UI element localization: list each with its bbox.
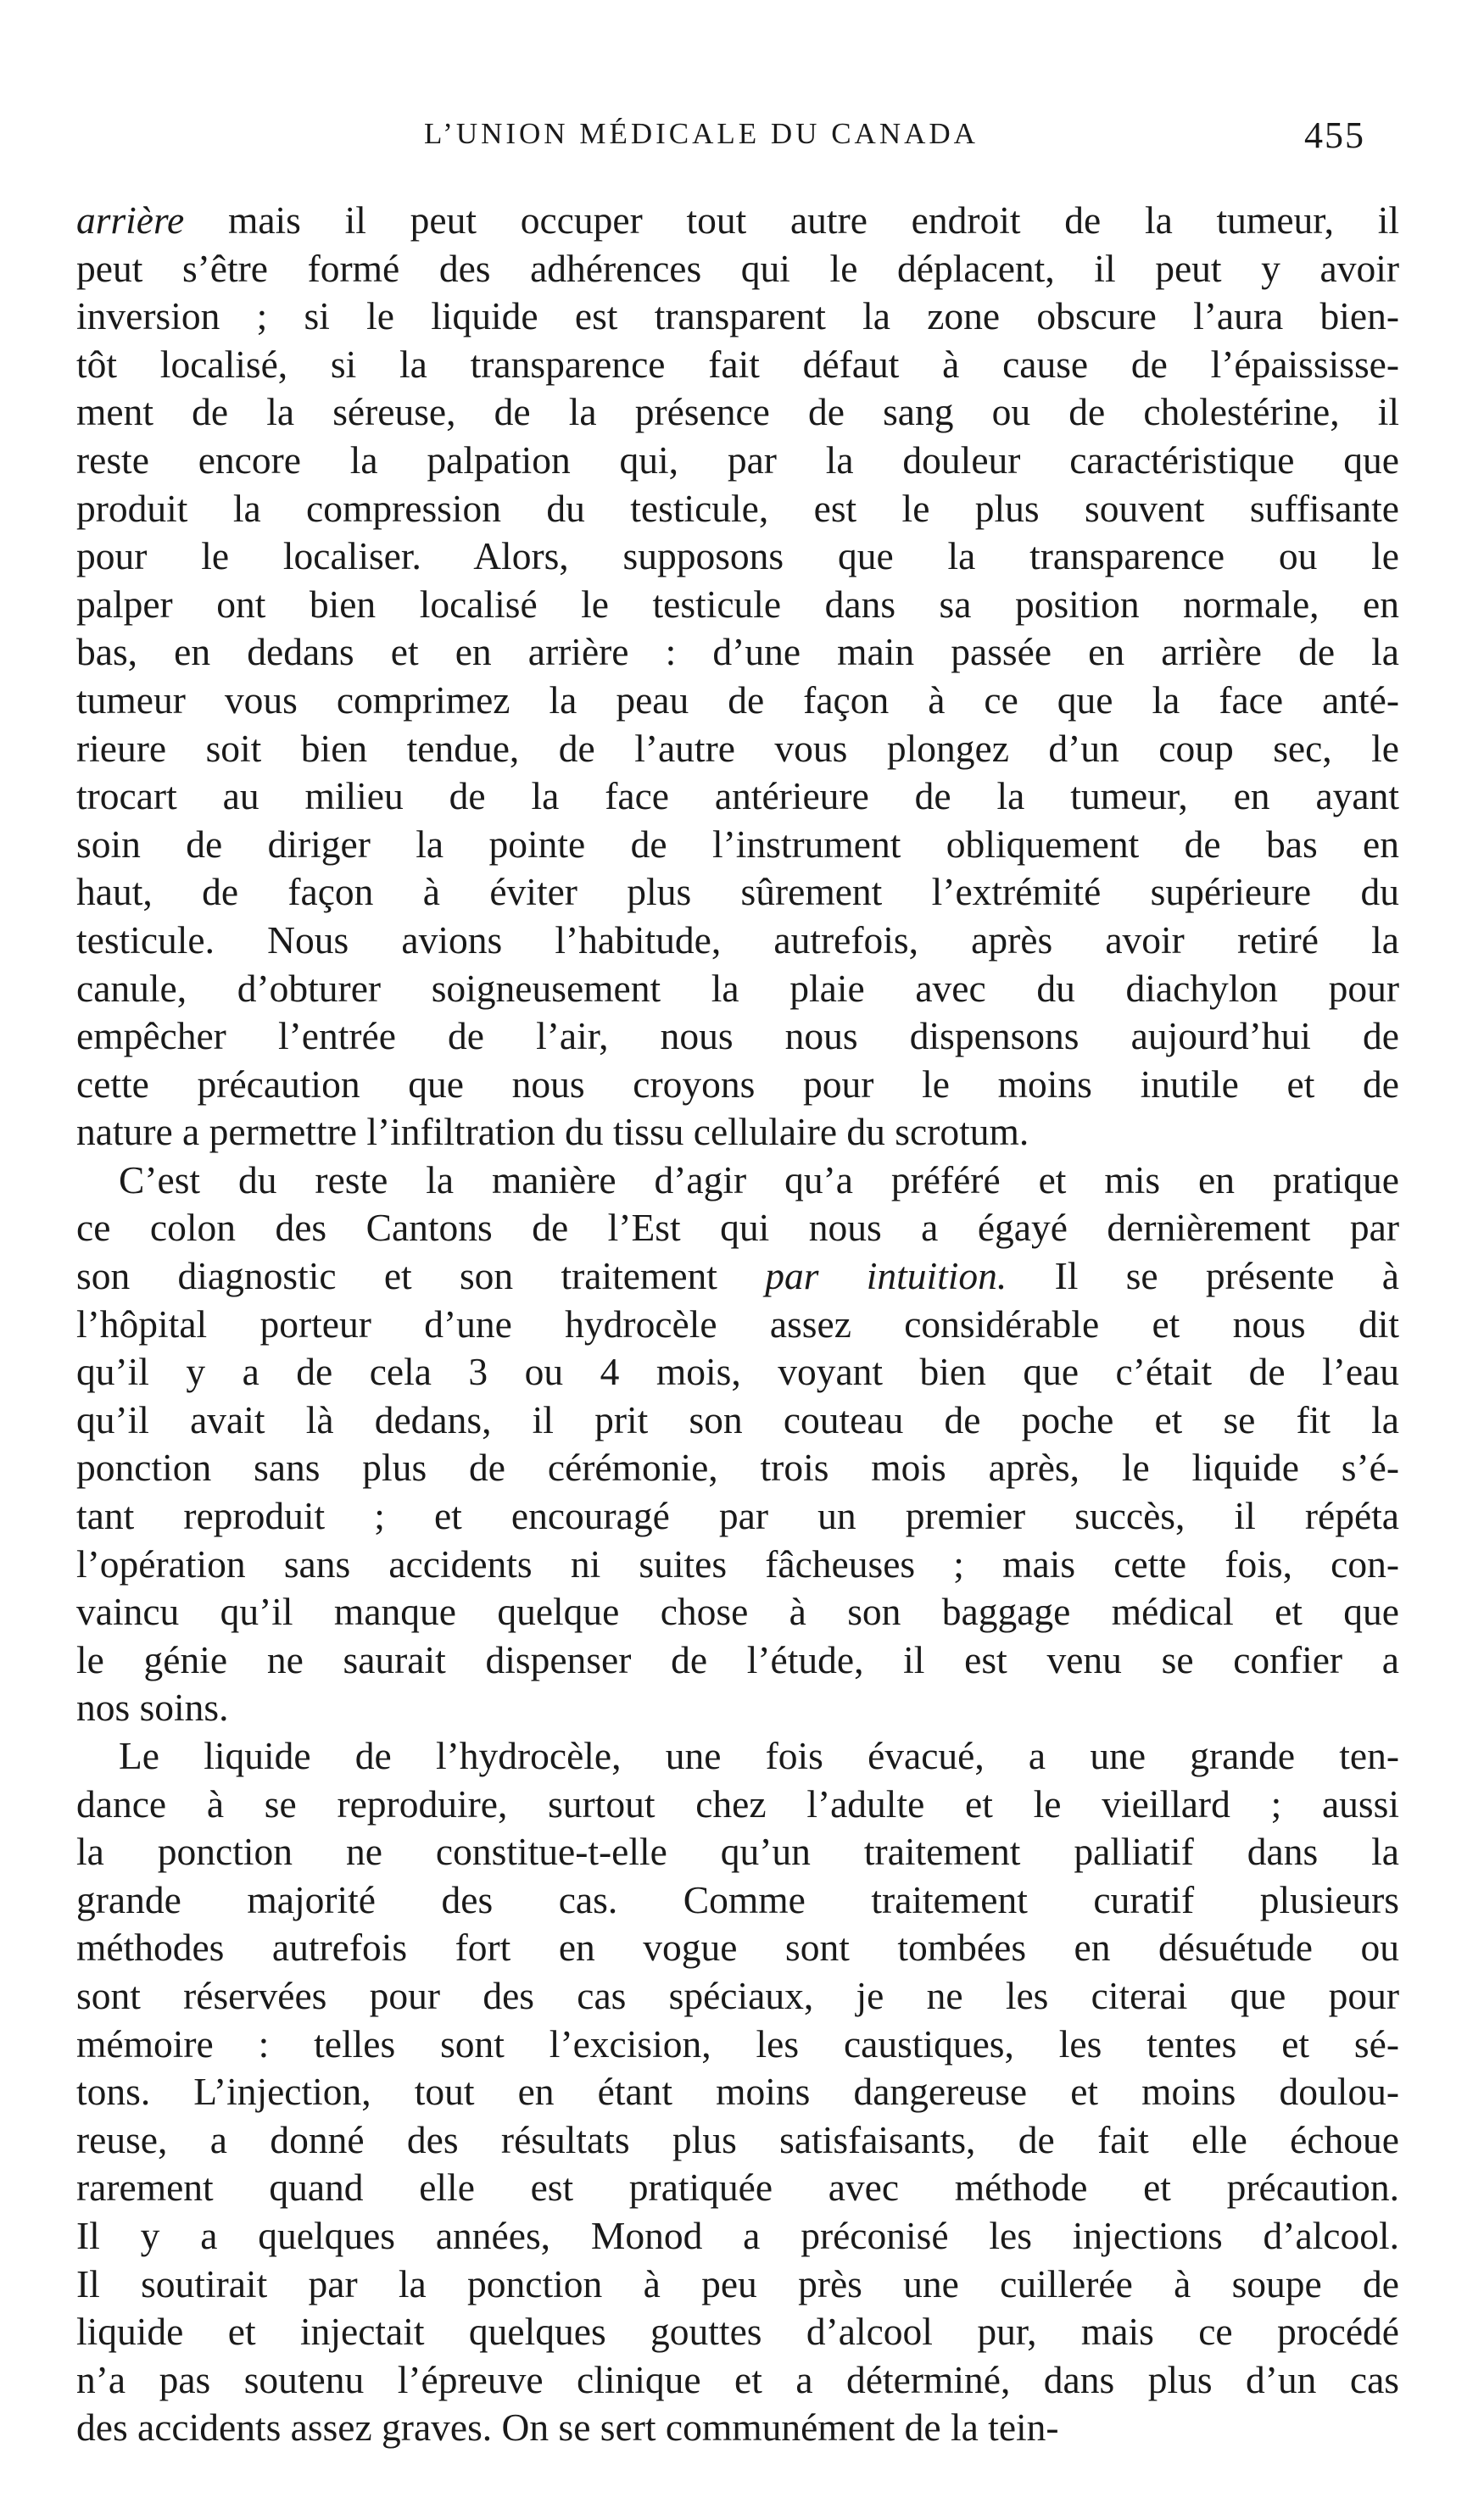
- text-run: reste encore la palpation qui, par la douleur caractéristique que: [76, 438, 1399, 482]
- text-line: [76, 437, 1399, 485]
- text-line: [76, 628, 1399, 677]
- text-run: liquide et injectait quelques gouttes d’alcool pur, mais ce procédé: [76, 2310, 1399, 2354]
- text-run: peut s’être formé des adhérences qui le déplacent, il peut y avoir: [76, 246, 1399, 290]
- paragraph: [76, 1732, 1399, 2452]
- text-run: le génie ne saurait dispenser de l’étude, il est venu se confier a: [76, 1637, 1399, 1681]
- text-run: canule, d’obturer soigneusement la plaie avec du diachylon pour: [76, 966, 1399, 1010]
- text-run: qu’il avait là dedans, il prit son couteau de poche et se fit la: [76, 1397, 1399, 1441]
- text-line: [76, 1732, 1399, 1781]
- text-line: [76, 965, 1399, 1013]
- text-line: [76, 1108, 1399, 1157]
- italic-run: arrière: [76, 198, 185, 242]
- text-line: [76, 1972, 1399, 2021]
- text-run: tôt localisé, si la transparence fait défaut à cause de l’épaississe-: [76, 342, 1399, 386]
- text-line: [76, 1588, 1399, 1636]
- text-line: [76, 917, 1399, 965]
- text-line: [76, 821, 1399, 869]
- text-run: grande majorité des cas. Comme traitement curatif plusieurs: [76, 1877, 1399, 1921]
- text-line: [76, 1204, 1399, 1252]
- text-line: [76, 1444, 1399, 1492]
- text-line: [76, 341, 1399, 389]
- text-run: vaincu qu’il manque quelque chose à son baggage médical et que: [76, 1590, 1399, 1634]
- page-number: 455: [1304, 114, 1365, 156]
- paragraph: [76, 1157, 1399, 1732]
- text-run: inversion ; si le liquide est transparent la zone obscure l’aura bien-: [76, 294, 1399, 338]
- text-run: tons. L’injection, tout en étant moins dangereuse et moins doulou-: [76, 2070, 1399, 2114]
- text-line: [76, 581, 1399, 629]
- text-run: ment de la séreuse, de la présence de sang ou de cholestérine, il: [76, 390, 1399, 434]
- text-line: [76, 1781, 1399, 1829]
- text-line: [76, 1012, 1399, 1061]
- text-line: [76, 2356, 1399, 2405]
- text-run: nature a permettre l’infiltration du tissu cellulaire du scrotum.: [76, 1110, 1029, 1154]
- paragraph: [76, 197, 1399, 1157]
- text-line: [76, 2261, 1399, 2309]
- text-run: reuse, a donné des résultats plus satisfaisants, de fait elle échoue: [76, 2117, 1399, 2161]
- text-run: la ponction ne constitue-t-elle qu’un traitement palliatif dans la: [76, 1830, 1399, 1874]
- text-line: [76, 532, 1399, 581]
- text-run: soin de diriger la pointe de l’instrument obliquement de bas en: [76, 822, 1399, 866]
- text-run: l’opération sans accidents ni suites fâcheuses ; mais cette fois, con-: [76, 1542, 1399, 1586]
- text-run: haut, de façon à éviter plus sûrement l’extrémité supérieure du: [76, 870, 1399, 914]
- text-line: [76, 388, 1399, 437]
- text-run: pour le localiser. Alors, supposons que la transparence ou le: [76, 534, 1399, 578]
- text-run: nos soins.: [76, 1686, 229, 1730]
- journal-title: L’UNION MÉDICALE DU CANADA: [424, 117, 979, 150]
- text-line: [76, 868, 1399, 917]
- text-line: [76, 1348, 1399, 1397]
- text-run: dance à se reproduire, surtout chez l’adulte et le vieillard ; aussi: [76, 1781, 1399, 1826]
- text-line: [76, 1301, 1399, 1349]
- text-line: [76, 2068, 1399, 2116]
- text-line: [76, 1397, 1399, 1445]
- text-line: [76, 2308, 1399, 2356]
- text-run: méthodes autrefois fort en vogue sont tombées en désuétude ou: [76, 1926, 1399, 1970]
- text-run: empêcher l’entrée de l’air, nous nous dispensons aujourd’hui de: [76, 1014, 1399, 1058]
- italic-run: par intuition.: [765, 1254, 1007, 1298]
- text-run: mémoire : telles sont l’excision, les caustiques, les tentes et sé-: [76, 2021, 1399, 2066]
- text-run: Il se présente à: [1007, 1254, 1399, 1298]
- text-run: tumeur vous comprimez la peau de façon à ce que la face anté-: [76, 677, 1399, 722]
- text-line: [76, 2212, 1399, 2261]
- text-line: [76, 2404, 1399, 2452]
- text-run: qu’il y a de cela 3 ou 4 mois, voyant bien que c’était de l’eau: [76, 1350, 1399, 1394]
- text-run: cette précaution que nous croyons pour le moins inutile et de: [76, 1062, 1399, 1106]
- text-line: [76, 677, 1399, 725]
- text-run: testicule. Nous avions l’habitude, autrefois, après avoir retiré la: [76, 917, 1399, 962]
- text-run: Il soutirait par la ponction à peu près une cuillerée à soupe de: [76, 2261, 1399, 2305]
- text-run: Il y a quelques années, Monod a préconisé les injections d’alcool.: [76, 2213, 1399, 2257]
- text-run: ce colon des Cantons de l’Est qui nous a égayé dernièrement par: [76, 1206, 1399, 1250]
- text-line: [76, 1684, 1399, 1732]
- text-line: [76, 1541, 1399, 1589]
- text-line: [76, 1252, 1399, 1301]
- text-run: C’est du reste la manière d’agir qu’a préféré et mis en pratique: [119, 1157, 1399, 1201]
- text-line: [76, 485, 1399, 533]
- text-run: ponction sans plus de cérémonie, trois mois après, le liquide s’é-: [76, 1446, 1399, 1490]
- text-run: mais il peut occuper tout autre endroit de la tumeur, il: [184, 198, 1399, 242]
- running-header: [0, 114, 1484, 168]
- text-line: [76, 1157, 1399, 1205]
- text-run: Le liquide de l’hydrocèle, une fois évacué, a une grande ten-: [119, 1734, 1399, 1777]
- text-line: [76, 1924, 1399, 1972]
- text-line: [76, 772, 1399, 821]
- text-line: [76, 1636, 1399, 1685]
- text-line: [76, 1876, 1399, 1925]
- text-run: sont réservées pour des cas spéciaux, je ne les citerai que pour: [76, 1973, 1399, 2017]
- text-run: trocart au milieu de la face antérieure de la tumeur, en ayant: [76, 774, 1399, 818]
- text-run: bas, en dedans et en arrière : d’une main passée en arrière de la: [76, 630, 1399, 674]
- text-line: [76, 1061, 1399, 1109]
- text-line: [76, 1492, 1399, 1541]
- text-line: [76, 245, 1399, 293]
- text-run: rarement quand elle est pratiquée avec méthode et précaution.: [76, 2166, 1399, 2210]
- text-line: [76, 2164, 1399, 2212]
- text-run: n’a pas soutenu l’épreuve clinique et a déterminé, dans plus d’un cas: [76, 2357, 1399, 2401]
- text-run: son diagnostic et son traitement: [76, 1254, 766, 1298]
- text-run: palper ont bien localisé le testicule dans sa position normale, en: [76, 582, 1399, 626]
- text-run: rieure soit bien tendue, de l’autre vous plongez d’un coup sec, le: [76, 726, 1399, 770]
- text-line: [76, 197, 1399, 245]
- body-text: [76, 197, 1399, 2452]
- text-line: [76, 2116, 1399, 2165]
- text-line: [76, 1828, 1399, 1876]
- text-line: [76, 725, 1399, 773]
- text-run: l’hôpital porteur d’une hydrocèle assez considérable et nous dit: [76, 1302, 1399, 1346]
- text-run: produit la compression du testicule, est le plus souvent suffisante: [76, 486, 1399, 530]
- text-run: des accidents assez graves. On se sert communément de la tein-: [76, 2406, 1059, 2450]
- text-run: tant reproduit ; et encouragé par un premier succès, il répéta: [76, 1494, 1399, 1538]
- text-line: [76, 2021, 1399, 2069]
- text-line: [76, 293, 1399, 341]
